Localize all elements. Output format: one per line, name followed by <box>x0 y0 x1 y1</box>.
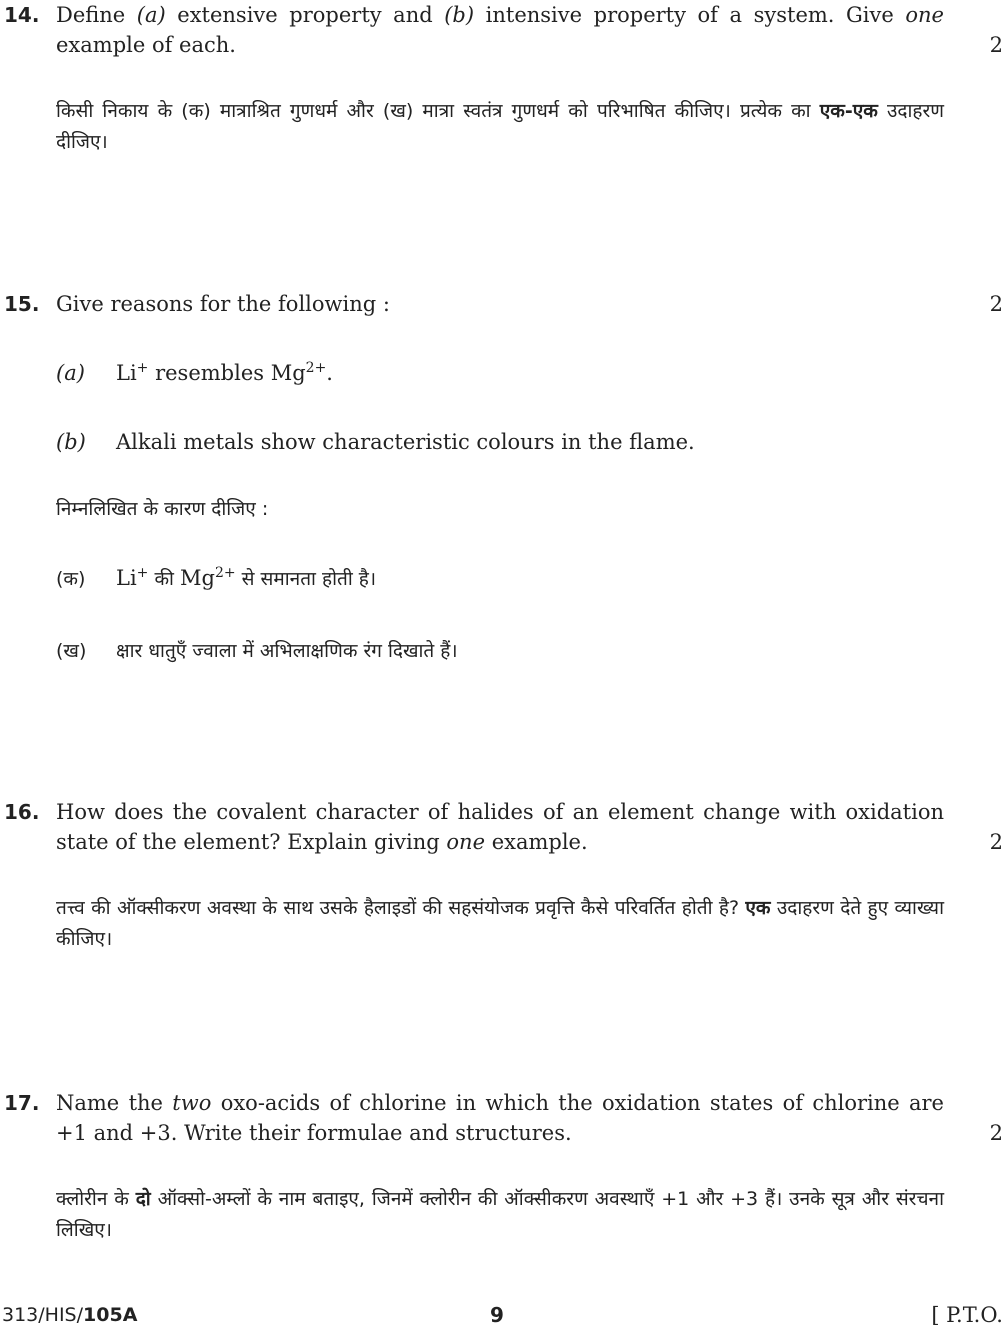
question-text-english: How does the covalent character of halides of an element change with oxidation state of the element? Explain giving one example. <box>56 800 944 854</box>
marks: 2 <box>989 33 1003 57</box>
sub-question-a: (a) Li+ resembles $Mg^{2+}$. <box>56 358 944 388</box>
paper-code: 313/HIS/105A <box>2 1304 138 1326</box>
question-text-hindi: किसी निकाय के (क) मात्राश्रित गुणधर्म और (ख) मात्रा स्वतंत्र गुणधर्म को परिभाषित कीजिए। प्रत्येक का एक-एक उदाहरण दीजिए। <box>56 100 944 153</box>
sub-label: (क) <box>56 568 86 590</box>
question-text-hindi: तत्त्व की ऑक्सीकरण अवस्था के साथ उसके हैलाइडों की सहसंयोजक प्रवृत्ति कैसे परिवर्तित होती है? एक उदाहरण देते हुए व्याख्या कीजिए। <box>56 897 944 950</box>
sub-question-b: (b) Alkali metals show characteristic colours in the flame. <box>56 427 944 457</box>
page-footer <box>0 1300 1005 1330</box>
sub-question-kha: (ख) क्षार धातुएँ ज्वाला में अभिलाक्षणिक रंग दिखाते हैं। <box>56 635 944 666</box>
question-text-english: Name the two oxo-acids of chlorine in which the oxidation states of chlorine are +1 and +3. Write their formulae and structures. <box>56 1091 944 1145</box>
page-number: 9 <box>490 1303 504 1327</box>
question-number: 15. <box>4 292 40 316</box>
sub-label: (a) <box>56 361 85 385</box>
marks: 2 <box>989 1121 1003 1145</box>
question-text-english: Define (a) extensive property and (b) intensive property of a system. Give one example of each. <box>56 3 944 57</box>
marks: 2 <box>989 292 1003 316</box>
sub-label: (ख) <box>56 640 87 662</box>
question-number: 17. <box>4 1091 40 1115</box>
question-number: 14. <box>4 3 40 27</box>
sub-question-ka: (क) Li+ की $Mg^{2+}$ से समानता होती है। <box>56 563 944 594</box>
sub-label: (b) <box>56 430 86 454</box>
pto-label: [ P.T.O. <box>931 1303 1003 1327</box>
question-text-hindi: क्लोरीन के दो ऑक्सो-अम्लों के नाम बताइए, जिनमें क्लोरीन की ऑक्सीकरण अवस्थाएँ +1 और +3 हैं। उनके सूत्र और संरचना लिखिए। <box>56 1188 944 1241</box>
marks: 2 <box>989 830 1003 854</box>
question-number: 16. <box>4 800 40 824</box>
question-text-hindi: निम्नलिखित के कारण दीजिए : <box>56 498 269 520</box>
question-text-english: Give reasons for the following : <box>56 292 390 316</box>
